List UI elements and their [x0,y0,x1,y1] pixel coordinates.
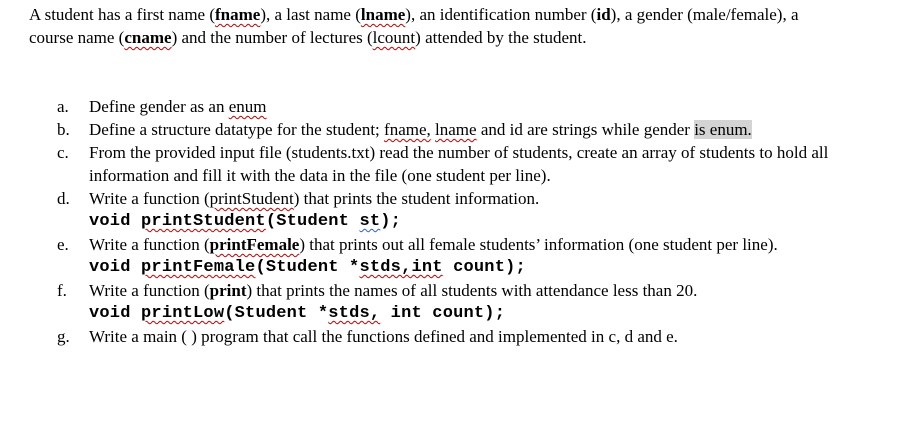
intro-paragraph [29,3,819,49]
code-text: void [89,212,142,231]
item-text: Define gender as an [89,97,229,116]
code-line [89,302,837,325]
lname-term: lname [435,120,477,139]
item-text: Write a function ( [89,281,210,300]
code-text: count); [442,258,526,277]
enum-term: enum [228,97,267,116]
intro-text: ) attended by the student. [415,28,587,47]
task-list [57,95,837,348]
function-name: printStudent [209,189,294,208]
item-text: Write a main ( ) program that call the functions defined and implemented in c, d and e. [89,327,678,346]
task-item-f [57,279,837,325]
task-item-a [57,95,837,118]
lname-term: lname [360,5,406,24]
code-param: stds, [328,304,381,323]
code-text: (Student * [255,258,360,277]
task-item-g [57,325,837,348]
highlighted-text: is enum. [694,120,752,139]
intro-text: A student has a first name ( [29,5,216,24]
item-text: Write a function ( [89,235,210,254]
task-item-c [57,141,837,187]
list-marker: a. [57,97,69,116]
item-text: ) that prints the names of all students with attendance less than 20. [246,281,698,300]
code-text: void [89,304,142,323]
code-param: st [359,212,381,231]
task-item-d [57,187,837,233]
item-text: Write a function ( [89,189,210,208]
cname-term: cname [124,28,172,47]
item-text: From the provided input file (students.txt) read the number of students, create an array of students to hold all information and fill it with the data in the file (one student per line). [89,143,829,185]
intro-text: ) and the number of lectures ( [171,28,373,47]
code-line [89,210,837,233]
item-text: Define a structure datatype for the student; [89,120,385,139]
fname-term: fname, [384,120,431,139]
code-text: (Student [265,212,360,231]
code-text: (Student * [224,304,329,323]
item-text: ) that prints out all female students’ information (one student per line). [299,235,778,254]
function-name: print [209,281,247,300]
code-function-name: printFemale [141,258,256,277]
id-term: id [596,5,611,24]
code-function-name: printLow [141,304,225,323]
list-marker: g. [57,327,70,346]
function-name: printFemale [209,235,300,254]
list-marker: e. [57,235,69,254]
list-marker: b. [57,120,70,139]
code-param: stds,int [359,258,443,277]
code-line [89,256,837,279]
item-text: and id are strings while gender [476,120,695,139]
list-marker: f. [57,281,67,300]
code-text: int count); [380,304,506,323]
task-item-b [57,118,837,141]
intro-text: ), a last name ( [260,5,361,24]
lcount-term: lcount [372,28,416,47]
item-text: ) that prints the student information. [293,189,540,208]
code-text: ); [380,212,402,231]
task-item-e [57,233,837,279]
list-marker: d. [57,189,70,208]
intro-text: ), an identification number ( [405,5,597,24]
code-function-name: printStudent [141,212,266,231]
code-text: void [89,258,142,277]
document [29,3,889,346]
fname-term: fname [215,5,261,24]
list-marker: c. [57,143,69,162]
intro-text: ), a gender (male/female), a course name ( [29,5,799,47]
